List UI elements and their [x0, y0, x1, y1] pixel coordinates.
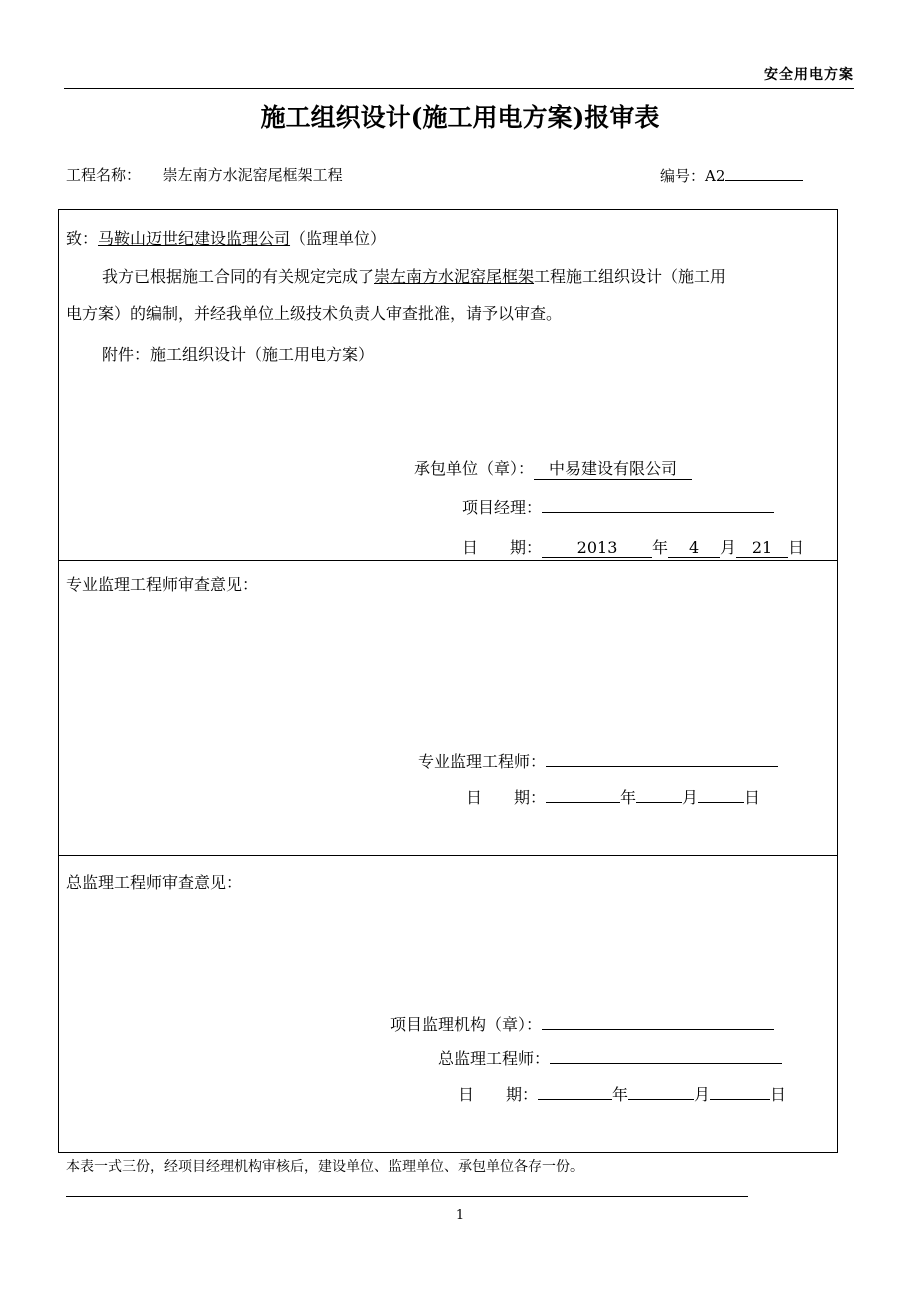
project-manager-label: 项目经理：: [462, 498, 543, 517]
specialist-engineer-label: 专业监理工程师：: [418, 752, 547, 771]
distribution-note: 本表一式三份，经项目经理机构审核后，建设单位、监理单位、承包单位各存一份。: [66, 1159, 584, 1175]
section3-month-unit: 月: [694, 1085, 711, 1104]
section3-month-field: [628, 1083, 694, 1100]
addressee-line: [66, 226, 386, 249]
body-text-start: 我方已根据施工合同的有关规定完成了: [102, 267, 375, 286]
section2-day-unit: 日: [744, 788, 761, 807]
page-number: 1: [455, 1208, 465, 1223]
specialist-engineer-signature-field: [546, 750, 778, 767]
section1-day-unit: 日: [788, 538, 805, 557]
specialist-engineer-row: [418, 749, 778, 772]
section1-date-label: 日 期：: [462, 538, 543, 557]
footer-divider: [66, 1196, 748, 1197]
addressee-company: 马鞍山迈世纪建设监理公司: [98, 229, 291, 248]
section1-month-unit: 月: [720, 538, 737, 557]
section3-year-unit: 年: [612, 1085, 629, 1104]
document-number-row: [660, 164, 803, 186]
project-name-label: 工程名称：: [66, 166, 142, 184]
supervision-org-signature-field: [542, 1013, 774, 1030]
header-divider: [64, 88, 854, 89]
running-header: 安全用电方案: [764, 67, 854, 83]
supervision-org-row: [390, 1012, 774, 1035]
section1-month: 4: [668, 538, 720, 558]
project-manager-signature-field: [542, 496, 774, 513]
chief-review-heading: 总监理工程师审查意见：: [66, 873, 243, 892]
section2-date-label: 日 期：: [466, 788, 547, 807]
chief-engineer-signature-field: [550, 1047, 782, 1064]
section1-day: 21: [736, 538, 788, 558]
addressee-suffix: （监理单位）: [290, 229, 387, 248]
section1-date-row: [462, 535, 804, 558]
supervision-org-label: 项目监理机构（章）：: [390, 1015, 543, 1034]
document-number-value: A2: [705, 167, 726, 185]
document-title: 施工组织设计(施工用电方案)报审表: [260, 103, 660, 132]
project-name-value: 崇左南方水泥窑尾框架工程: [162, 166, 343, 184]
section1-year-unit: 年: [652, 538, 669, 557]
section2-year-unit: 年: [620, 788, 637, 807]
contractor-value: 中易建设有限公司: [534, 456, 692, 480]
section2-month-unit: 月: [682, 788, 699, 807]
addressee-label: 致：: [66, 229, 99, 248]
document-number-label: 编号：: [660, 167, 706, 185]
attachment-line: 附件：施工组织设计（施工用电方案）: [102, 345, 375, 364]
section3-day-unit: 日: [770, 1085, 787, 1104]
section2-date-row: [466, 785, 760, 808]
section1-year: 2013: [542, 538, 652, 558]
section3-day-field: [710, 1083, 770, 1100]
body-text-end: 工程施工组织设计（施工用: [534, 267, 727, 286]
section3-year-field: [538, 1083, 612, 1100]
section-divider-2: [58, 855, 838, 856]
body-paragraph-line1: [102, 264, 726, 287]
section-divider-1: [58, 560, 838, 561]
chief-engineer-label: 总监理工程师：: [438, 1049, 551, 1068]
project-manager-row: [462, 495, 774, 518]
project-name-row: [66, 164, 343, 185]
specialist-review-heading: 专业监理工程师审查意见：: [66, 575, 259, 594]
contractor-label: 承包单位（章）：: [414, 459, 535, 478]
contractor-row: [414, 456, 692, 480]
document-number-blank: [725, 164, 803, 181]
section3-date-label: 日 期：: [458, 1085, 539, 1104]
section3-date-row: [458, 1082, 786, 1105]
body-paragraph-line2: 电方案）的编制，并经我单位上级技术负责人审查批准，请予以审查。: [66, 304, 563, 323]
section2-year-field: [546, 786, 620, 803]
chief-engineer-row: [438, 1046, 782, 1069]
section2-month-field: [636, 786, 682, 803]
section2-day-field: [698, 786, 744, 803]
body-project-name: 崇左南方水泥窑尾框架: [374, 267, 535, 286]
